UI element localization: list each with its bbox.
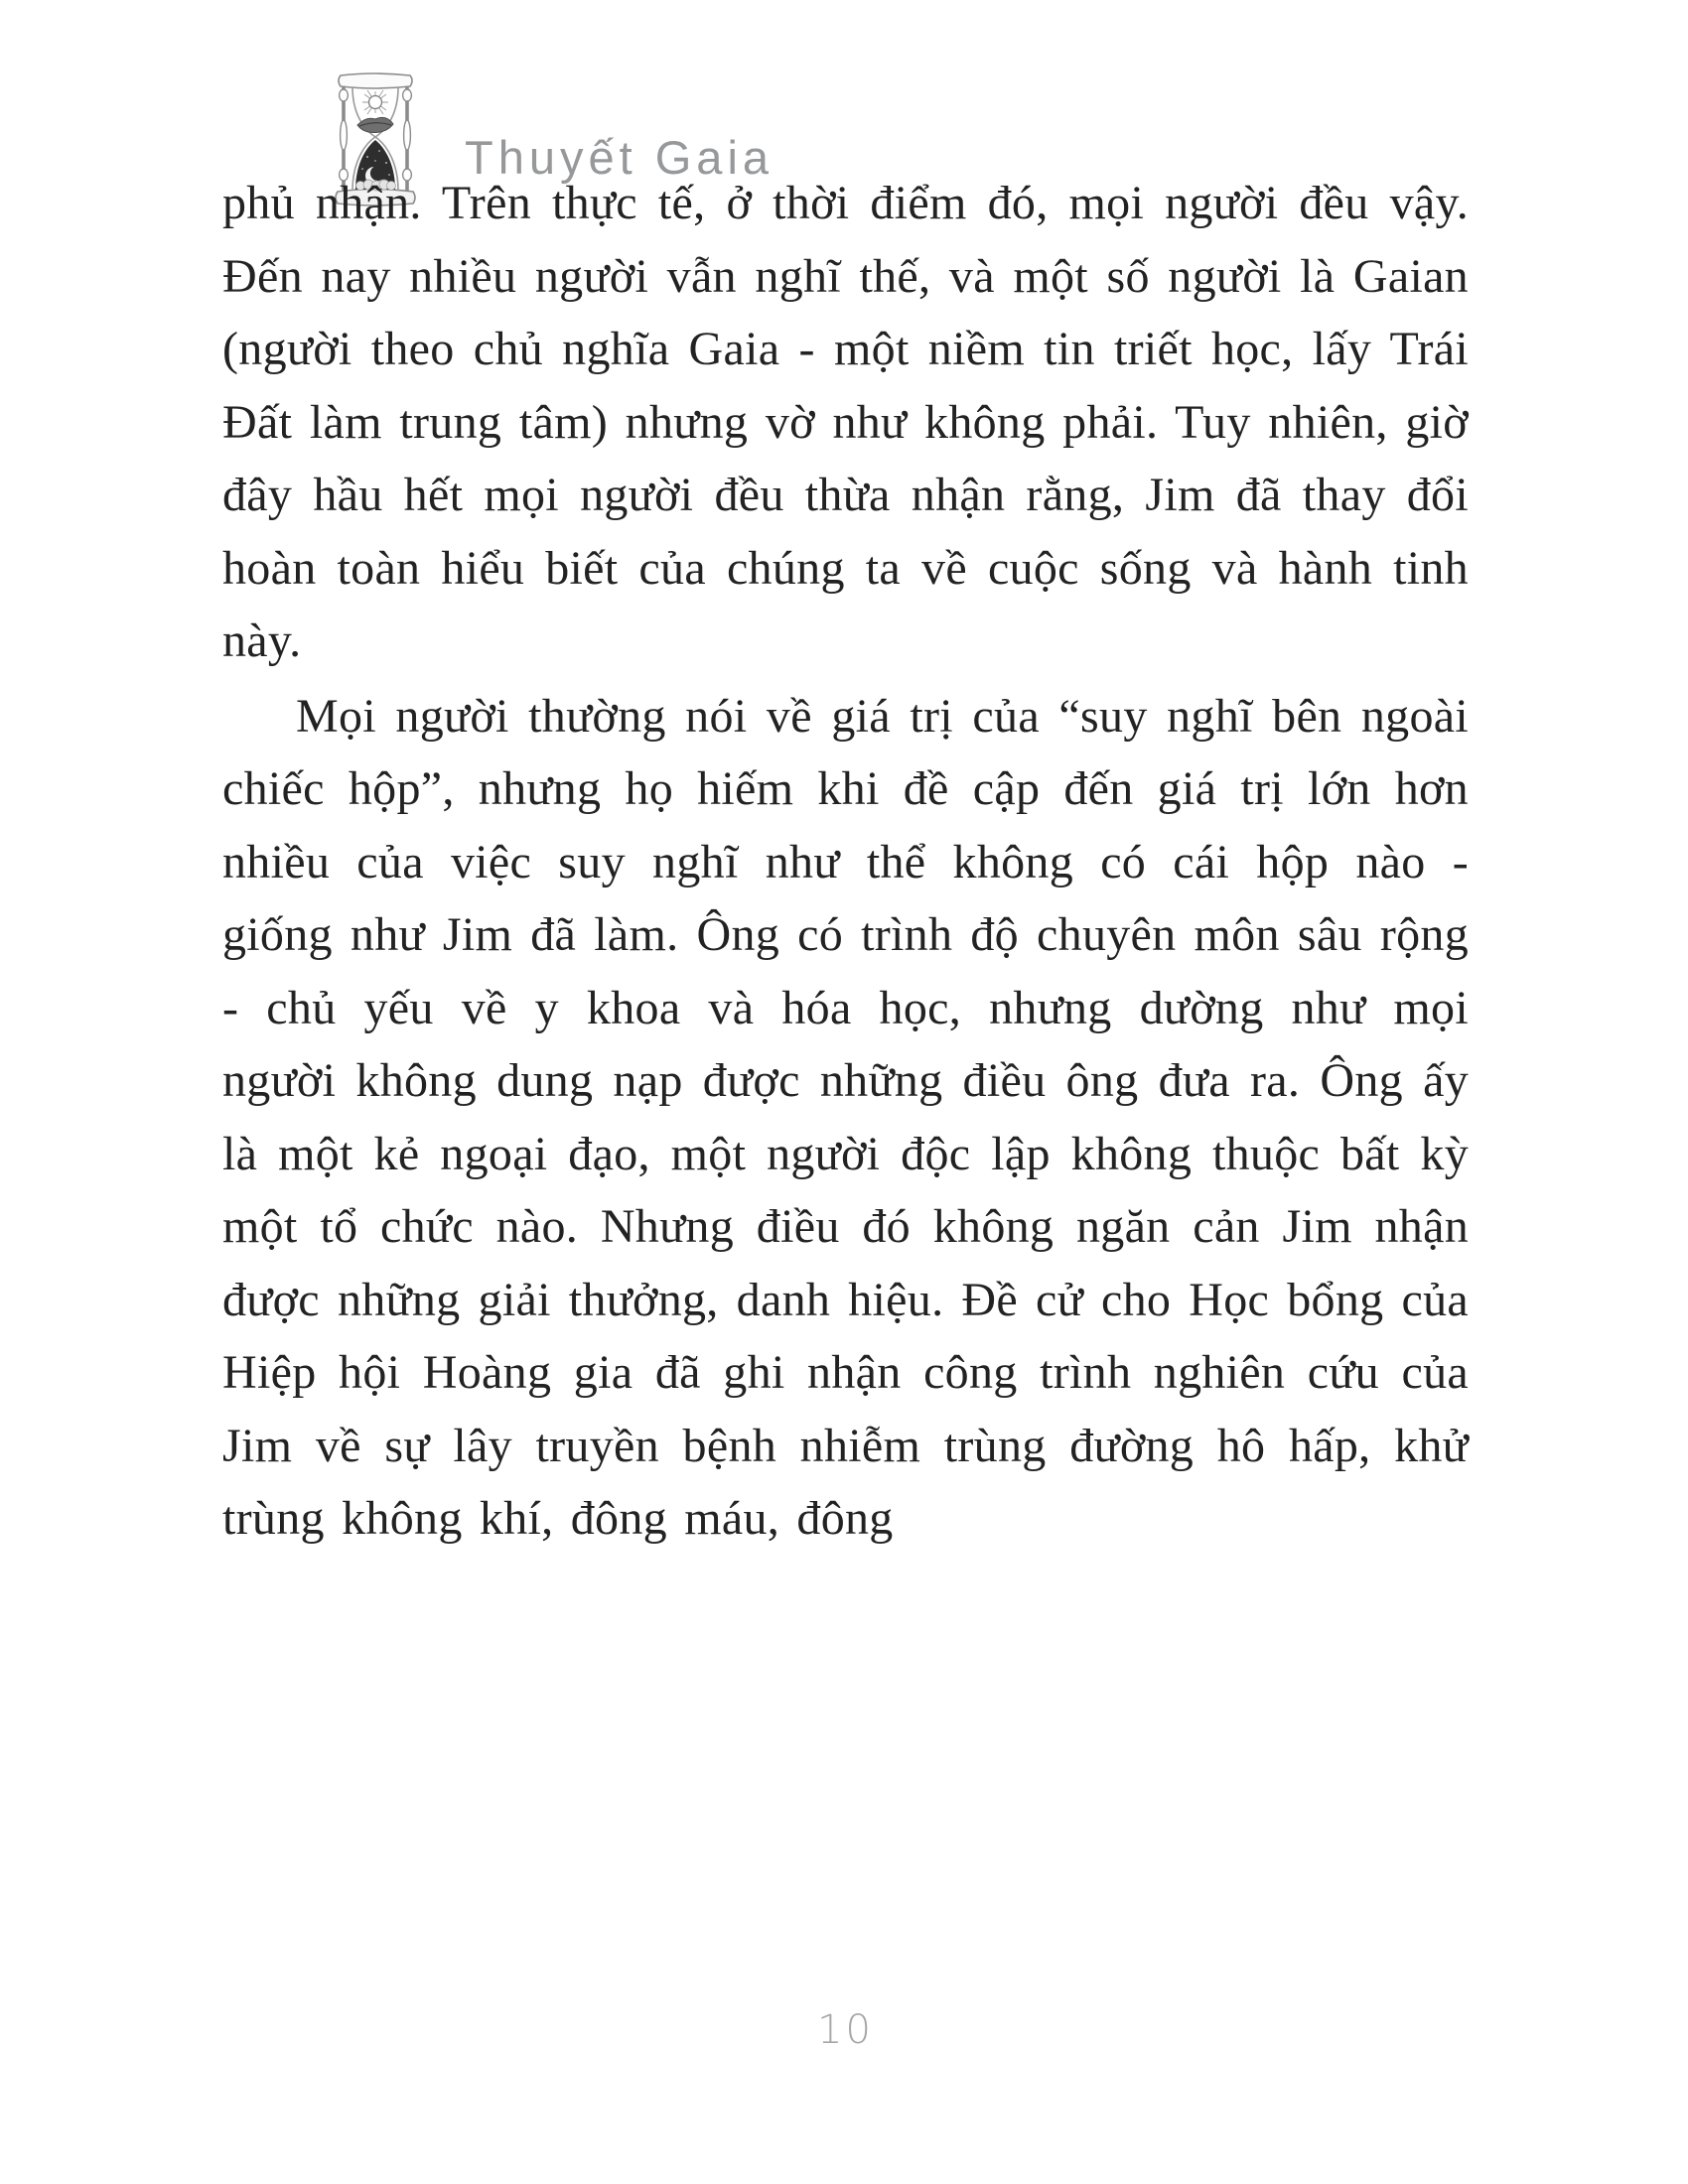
paragraph: Mọi người thường nói về giá trị của “suy nghĩ bên ngoài chiếc hộp”, nhưng họ hiếm khi đề cập đến giá trị lớn hơn nhiều của việc suy nghĩ như thể không có cái hộp nào - giống như Jim đã làm. Ông có trình độ chuyên môn sâu rộng - chủ yếu về y khoa và hóa học, nhưng dường như mọi người không dung nạp được những điều ông đưa ra. Ông ấy là một kẻ ngoại đạo, một người độc lập không thuộc bất kỳ một tổ chức nào. Nhưng điều đó không ngăn cản Jim nhận được những giải thưởng, danh hiệu. Đề cử cho Học bổng của Hiệp hội Hoàng gia đã ghi nhận công trình nghiên cứu của Jim về sự lây truyền bệnh nhiễm trùng đường hô hấp, khử trùng không khí, đông máu, đông	[222, 689, 1469, 1545]
body-text	[222, 167, 1469, 1556]
paragraph: phủ nhận. Trên thực tế, ở thời điểm đó, mọi người đều vậy. Đến nay nhiều người vẫn nghĩ thế, và một số người là Gaian (người theo chủ nghĩa Gaia - một niềm tin triết học, lấy Trái Đất làm trung tâm) nhưng vờ như không phải. Tuy nhiên, giờ đây hầu hết mọi người đều thừa nhận rằng, Jim đã thay đổi hoàn toàn hiểu biết của chúng ta về cuộc sống và hành tinh này.	[222, 177, 1469, 667]
book-title: Thuyết Gaia	[465, 130, 774, 184]
page-number: 10	[817, 2007, 874, 2053]
